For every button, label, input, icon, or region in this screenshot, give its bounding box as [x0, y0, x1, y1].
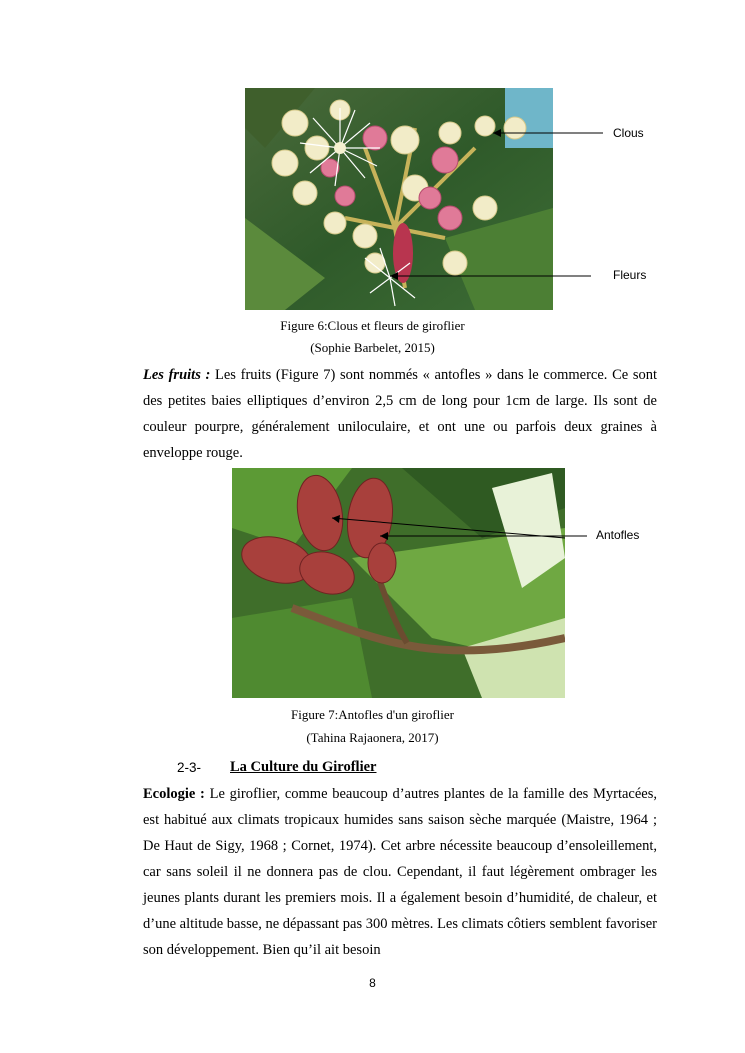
label-antofles: Antofles — [596, 528, 640, 542]
ecologie-text: Le giroflier, comme beaucoup d’autres plantes de la famille des Myrtacées, est habitué aux climats tropicaux humides sans saison sèche marquée (Maistre, 1964 ; De Haut de Sigy, 1968 ; Cornet, 1974). Cet arbre nécessite beaucoup d’ensoleillement, car sans soleil il ne donnera pas de clou. Cependant, il faut légèrement ombrager les jeunes plants durant les premiers mois. Il a également besoin d’humidité, de chaleur, et d’une altitude basse, ne dépassant pas 300 mètres. Les climats côtiers semblent favoriser son développement. Bien qu’il ait besoin — [143, 786, 657, 958]
figure-6-caption: Figure 6:Clous et fleurs de giroflier — [280, 318, 465, 333]
fruits-paragraph — [143, 362, 657, 466]
figure-7-arrow-line — [565, 530, 587, 540]
ecologie-paragraph — [143, 781, 657, 963]
figure-7-source: (Tahina Rajaonera, 2017) — [306, 730, 439, 745]
figure-6-source: (Sophie Barbelet, 2015) — [310, 340, 435, 355]
figure-6-arrow-lines — [553, 128, 603, 278]
label-clous: Clous — [613, 126, 644, 140]
section-title: La Culture du Giroflier — [230, 759, 377, 775]
fruits-text: Les fruits (Figure 7) sont nommés « antofles » dans le commerce. Ce sont des petites baies elliptiques d’environ 2,5 cm de long pour 1cm de large. Ils sont de couleur pourpre, généralement uniloculaire, et ont une ou parfois deux graines à enveloppe rouge. — [143, 367, 658, 461]
label-fleurs: Fleurs — [613, 268, 647, 282]
section-number: 2-3- — [177, 760, 202, 775]
page-number: 8 — [369, 976, 376, 990]
figure-7-caption: Figure 7:Antofles d'un giroflier — [290, 707, 454, 722]
figure-7-photo — [232, 468, 565, 698]
figure-6-photo — [245, 88, 553, 310]
fruits-lead: Les fruits : — [143, 367, 211, 383]
ecologie-lead: Ecologie : — [143, 786, 205, 802]
